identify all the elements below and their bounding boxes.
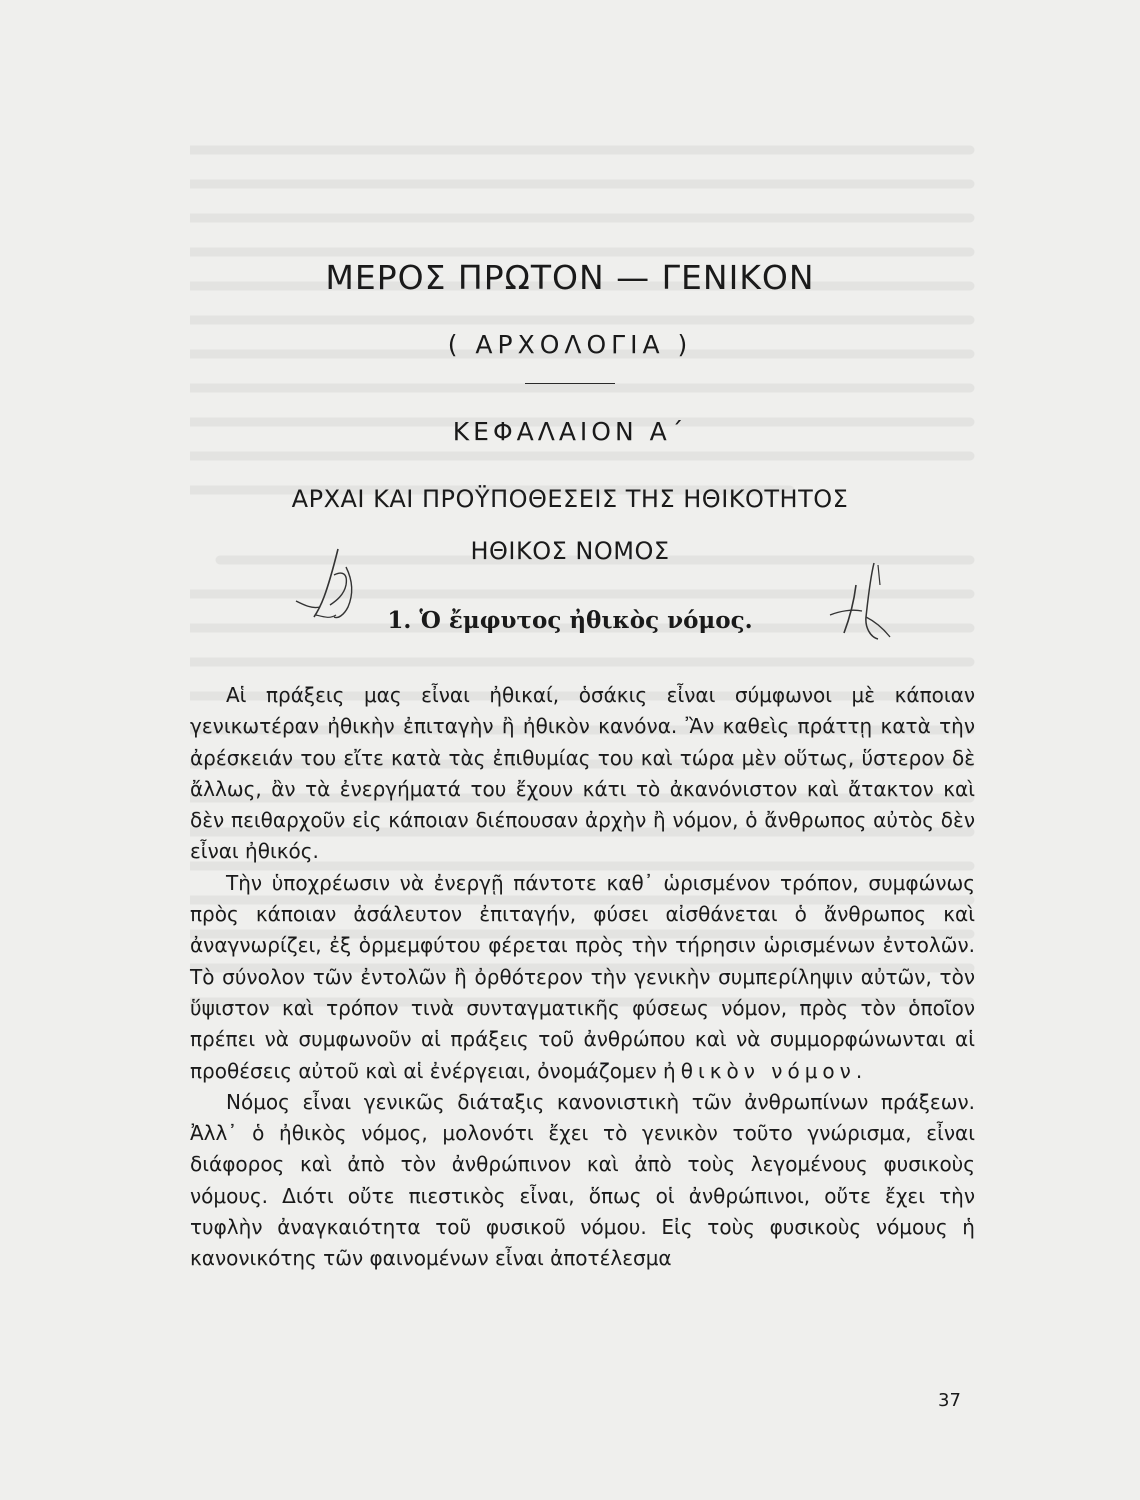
divider-rule (525, 383, 615, 384)
section-heading-moral-law: ΗΘΙΚΟΣ ΝΟΜΟΣ (470, 537, 670, 565)
paragraph-1: Αἱ πράξεις μας εἶναι ἠθικαί, ὁσάκις εἶναι σύμφωνοι μὲ κάποιαν γενικωτέραν ἠθικὴν ἐπιταγὴν ἢ ἠθικὸν κανόνα. Ἂν καθεὶς πράττῃ κατὰ τὴν ἀρέσκειάν του εἴτε κατὰ τὰς ἐπιθυμίας του καὶ τώρα μὲν οὕτως, ὕστερον δὲ ἄλλως, ἂν τὰ ἐνεργήματά του ἔχουν κάτι τὸ ἀκανόνιστον καὶ ἄτακτον καὶ δὲν πειθαρχοῦν εἰς κάποιαν διέπουσαν ἀρχὴν ἢ νόμον, ὁ ἄνθρωπος αὐτὸς δὲν εἶναι ἠθικός. (190, 683, 975, 864)
emphasized-term: ἠθικὸν νόμον. (663, 1058, 868, 1083)
section-heading-principles: ΑΡΧΑΙ ΚΑΙ ΠΡΟΫΠΟΘΕΣΕΙΣ ΤΗΣ ΗΘΙΚΟΤΗΤΟΣ (291, 485, 849, 513)
subsection-title: 1. Ὁ ἔμφυτος ἠθικὸς νόμος. (387, 607, 753, 634)
part-title: ΜΕΡΟΣ ΠΡΩΤΟΝ — ΓΕΝΙΚΟΝ (325, 258, 815, 297)
chapter-heading: ΚΕΦΑΛΑΙΟΝ Α΄ (452, 417, 688, 446)
part-subtitle: ( ΑΡΧΟΛΟΓΙΑ ) (447, 330, 693, 359)
page-number: 37 (938, 1390, 961, 1411)
body-text (190, 680, 975, 1275)
paragraph-2-text: Τὴν ὑποχρέωσιν νὰ ἐνεργῇ πάντοτε καθ᾽ ὡρισμένον τρόπον, συμφώνως πρὸς κάποιαν ἀσάλευτον ἐπιταγήν, φύσει αἰσθάνεται ὁ ἄνθρωπος καὶ ἀναγνωρίζει, ἐξ ὁρμεμφύτου φέρεται πρὸς τὴν τήρησιν ὡρισμένων ἐντολῶν. Τὸ σύνολον τῶν ἐντολῶν ἢ ὀρθότερον τὴν γενικὴν συμπερίληψιν αὐτῶν, τὸν ὕψιστον καὶ τρόπον τινὰ συνταγματικῆς φύσεως νόμον, πρὸς τὸν ὁποῖον πρέπει νὰ συμφωνοῦν αἱ πράξεις τοῦ ἀνθρώπου καὶ νὰ συμμορφώνωνται αἱ προθέσεις αὐτοῦ καὶ αἱ ἐνέργειαι, ὀνομάζομεν (190, 870, 975, 1083)
paragraph-2 (190, 868, 975, 1087)
paragraph-3: Νόμος εἶναι γενικῶς διάταξις κανονιστικὴ τῶν ἀνθρωπίνων πράξεων. Ἀλλ᾽ ὁ ἠθικὸς νόμος, μολονότι ἔχει τὸ γενικὸν τοῦτο γνώρισμα, εἶναι διάφορος καὶ ἀπὸ τὸν ἀνθρώπινον καὶ ἀπὸ τοὺς λεγομένους φυσικοὺς νόμους. Διότι οὔτε πιεστικὸς εἶναι, ὅπως οἱ ἀνθρώπινοι, οὔτε ἔχει τὴν τυφλὴν ἀναγκαιότητα τοῦ φυσικοῦ νόμου. Εἰς τοὺς φυσικοὺς νόμους ἡ κανονικότης τῶν φαινομένων εἶναι ἀποτέλεσμα (190, 1089, 975, 1271)
